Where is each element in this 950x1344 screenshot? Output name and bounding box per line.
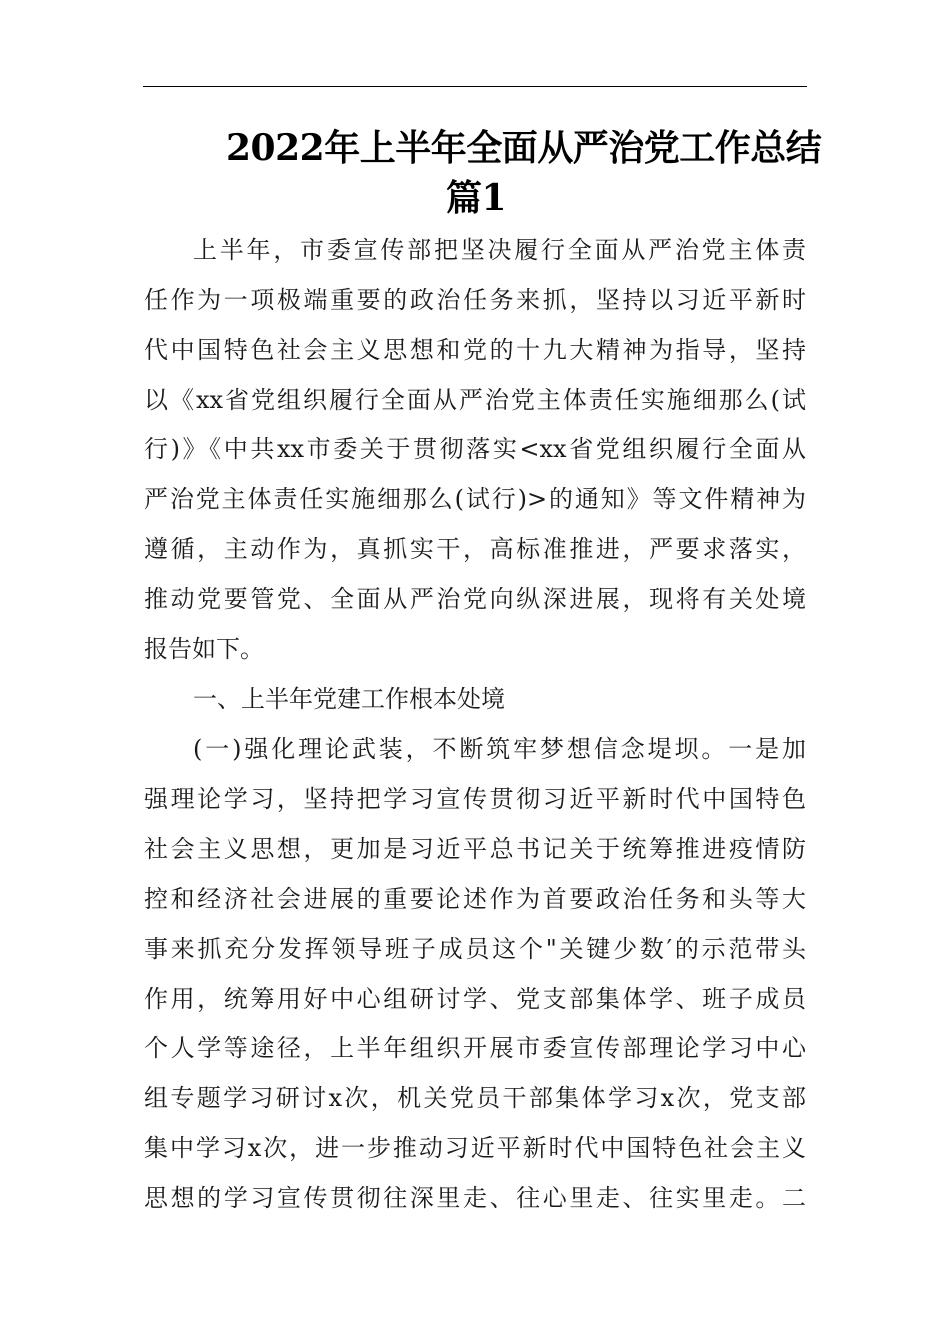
paragraph-line: (一)强化理论武装，不断筑牢梦想信念堤坝。一是加 — [193, 735, 806, 763]
section-heading: 一、上半年党建工作根本处境 — [193, 685, 505, 713]
paragraph-line: 社会主义思想，更加是习近平总书记关于统筹推进疫情防 — [144, 835, 806, 863]
document-title-line-2: 篇1 — [446, 177, 507, 219]
paragraph-line: 严治党主体责任实施细那么(试行)>的通知》等文件精神为 — [144, 485, 806, 513]
paragraph-line: 以《xx省党组织履行全面从严治党主体责任实施细那么(试 — [144, 386, 806, 414]
paragraph-line: 集中学习x次，进一步推动习近平新时代中国特色社会主义 — [144, 1134, 806, 1162]
paragraph-line: 事来抓充分发挥领导班子成员这个"关键少数′的示范带头 — [144, 935, 806, 963]
paragraph-line: 个人学等途径，上半年组织开展市委宣传部理论学习中心 — [144, 1034, 806, 1062]
paragraph-line: 报告如下。 — [144, 635, 264, 663]
paragraph-line: 任作为一项极端重要的政治任务来抓，坚持以习近平新时 — [144, 286, 806, 314]
document-title-line-1: 2022年上半年全面从严治党工作总结 — [226, 127, 822, 169]
paragraph-line: 组专题学习研讨x次，机关党员干部集体学习x次，党支部 — [144, 1084, 806, 1112]
paragraph-line: 作用，统筹用好中心组研讨学、党支部集体学、班子成员 — [144, 985, 806, 1013]
paragraph-line: 控和经济社会进展的重要论述作为首要政治任务和头等大 — [144, 885, 806, 913]
paragraph-line: 代中国特色社会主义思想和党的十九大精神为指导，坚持 — [144, 336, 806, 364]
paragraph-line: 强理论学习，坚持把学习宣传贯彻习近平新时代中国特色 — [144, 785, 806, 813]
paragraph-line: 遵循，主动作为，真抓实干，高标准推进，严要求落实， — [144, 535, 806, 563]
paragraph-line: 推动党要管党、全面从严治党向纵深进展，现将有关处境 — [144, 585, 806, 613]
header-rule — [143, 86, 807, 87]
paragraph-line: 行)》《中共xx市委关于贯彻落实<xx省党组织履行全面从 — [144, 435, 806, 463]
paragraph-line: 上半年，市委宣传部把坚决履行全面从严治党主体责 — [193, 236, 806, 264]
paragraph-line: 思想的学习宣传贯彻往深里走、往心里走、往实里走。二 — [144, 1184, 806, 1212]
